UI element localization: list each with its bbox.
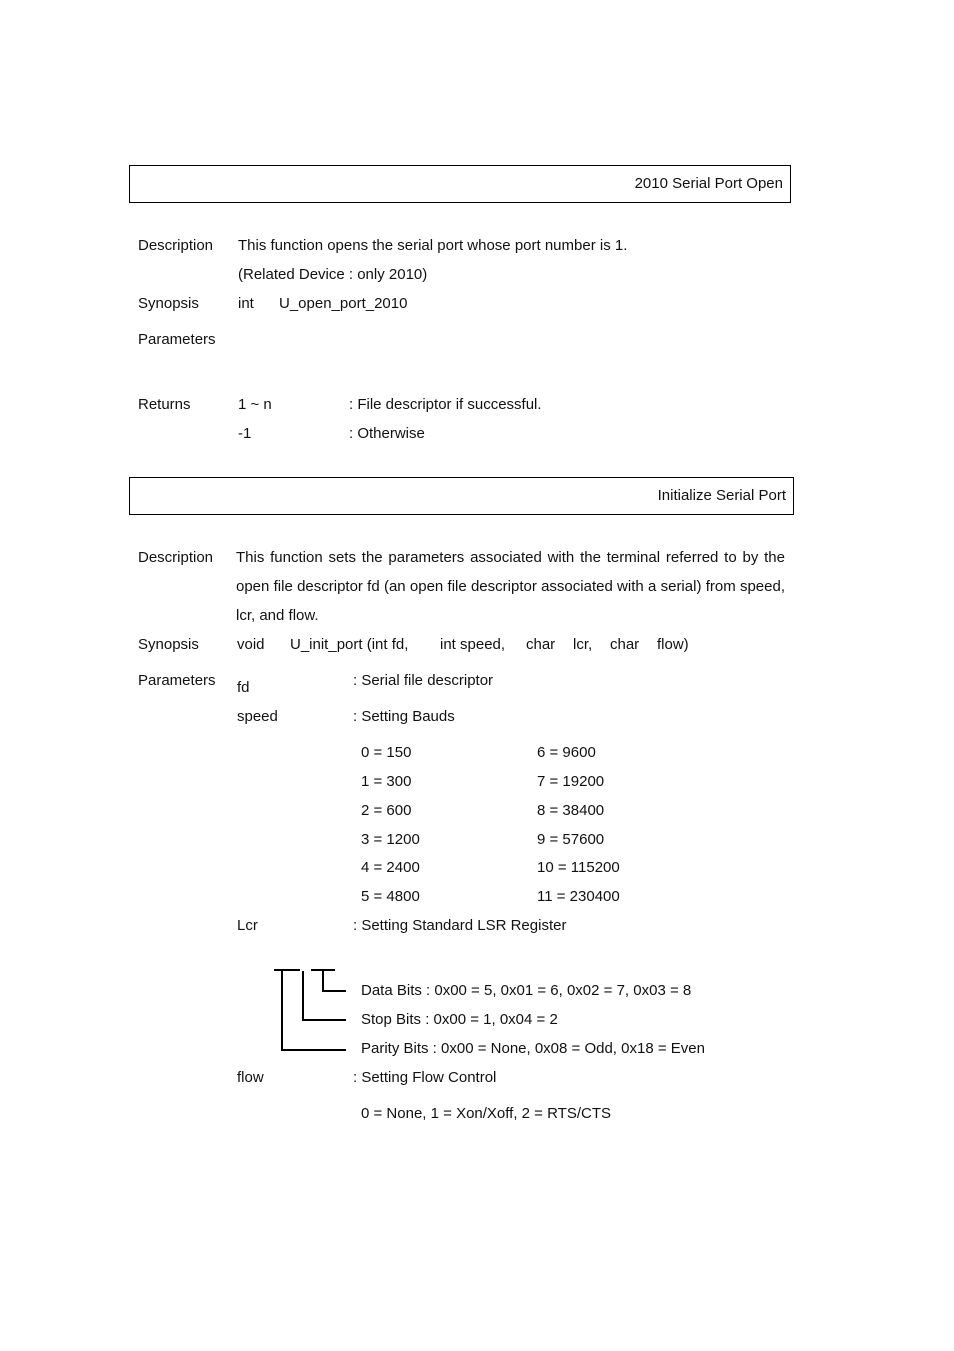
section2-synopsis-arg: char bbox=[610, 636, 640, 653]
stop-bracket-leader bbox=[302, 1019, 346, 1021]
section1-description-note: (Related Device : only 2010) bbox=[238, 266, 428, 283]
data-bracket-leader bbox=[322, 990, 346, 992]
parity-bracket-top bbox=[274, 969, 300, 971]
section1-parameters-label: Parameters bbox=[138, 331, 216, 348]
section2-synopsis-arg: flow) bbox=[657, 636, 689, 653]
baud-entry: 10 = 115200 bbox=[537, 859, 620, 876]
section2-synopsis-type: void bbox=[237, 636, 265, 653]
section2-description: This function sets the parameters associated with the terminal referred to by the open file descriptor fd (an open file descriptor associated with a serial) from speed, lcr, and flow. bbox=[236, 549, 785, 624]
section2-parameters-label: Parameters bbox=[138, 672, 216, 689]
section2-synopsis-label: Synopsis bbox=[138, 636, 199, 653]
section1-synopsis-label: Synopsis bbox=[138, 295, 199, 312]
param-speed-desc: : Setting Bauds bbox=[353, 708, 455, 725]
stop-bracket-vertical bbox=[302, 971, 304, 1021]
baud-entry: 1 = 300 bbox=[361, 773, 412, 790]
section1-description: This function opens the serial port whose port number is 1. bbox=[238, 237, 628, 254]
section1-returns-label: Returns bbox=[138, 396, 191, 413]
section2-description-label: Description bbox=[138, 549, 214, 566]
section2-synopsis-arg: lcr, bbox=[573, 636, 593, 653]
section2-header-box bbox=[129, 477, 794, 515]
return-value: 1 ~ n bbox=[238, 396, 272, 413]
section2-synopsis-arg: char bbox=[526, 636, 556, 653]
baud-entry: 11 = 230400 bbox=[537, 888, 620, 905]
baud-entry: 3 = 1200 bbox=[361, 831, 420, 848]
return-text: : File descriptor if successful. bbox=[349, 396, 542, 413]
baud-entry: 9 = 57600 bbox=[537, 831, 605, 848]
section1-header-box bbox=[129, 165, 791, 203]
baud-entry: 2 = 600 bbox=[361, 802, 412, 819]
baud-entry: 5 = 4800 bbox=[361, 888, 420, 905]
param-speed-name: speed bbox=[237, 708, 278, 725]
return-text: : Otherwise bbox=[349, 425, 425, 442]
section2-synopsis-name: U_init_port (int fd, bbox=[290, 636, 409, 653]
param-lcr-name: Lcr bbox=[237, 917, 258, 934]
flow-values: 0 = None, 1 = Xon/Xoff, 2 = RTS/CTS bbox=[361, 1105, 612, 1122]
lcr-stop-bits: Stop Bits : 0x00 = 1, 0x04 = 2 bbox=[361, 1011, 558, 1028]
baud-entry: 0 = 150 bbox=[361, 744, 412, 761]
section1-title: 2010 Serial Port Open bbox=[634, 175, 783, 192]
section1-synopsis-name: U_open_port_2010 bbox=[279, 295, 408, 312]
param-fd-desc: : Serial file descriptor bbox=[353, 672, 494, 689]
lcr-parity-bits: Parity Bits : 0x00 = None, 0x08 = Odd, 0x18 = Even bbox=[361, 1040, 705, 1057]
parity-bracket-vertical bbox=[281, 969, 283, 1051]
data-bracket-vertical bbox=[322, 969, 324, 992]
section2-synopsis-arg: int speed, bbox=[440, 636, 506, 653]
param-flow-desc: : Setting Flow Control bbox=[353, 1069, 497, 1086]
baud-entry: 4 = 2400 bbox=[361, 859, 420, 876]
return-value: -1 bbox=[238, 425, 252, 442]
baud-entry: 6 = 9600 bbox=[537, 744, 596, 761]
param-flow-name: flow bbox=[237, 1069, 264, 1086]
section1-description-label: Description bbox=[138, 237, 214, 254]
section2-title: Initialize Serial Port bbox=[657, 487, 786, 504]
param-lcr-desc: : Setting Standard LSR Register bbox=[353, 917, 567, 934]
baud-entry: 7 = 19200 bbox=[537, 773, 605, 790]
section1-synopsis-type: int bbox=[238, 295, 254, 312]
param-fd-name: fd bbox=[237, 679, 250, 696]
baud-entry: 8 = 38400 bbox=[537, 802, 605, 819]
parity-bracket-leader bbox=[281, 1049, 346, 1051]
lcr-data-bits: Data Bits : 0x00 = 5, 0x01 = 6, 0x02 = 7, 0x03 = 8 bbox=[361, 982, 692, 999]
